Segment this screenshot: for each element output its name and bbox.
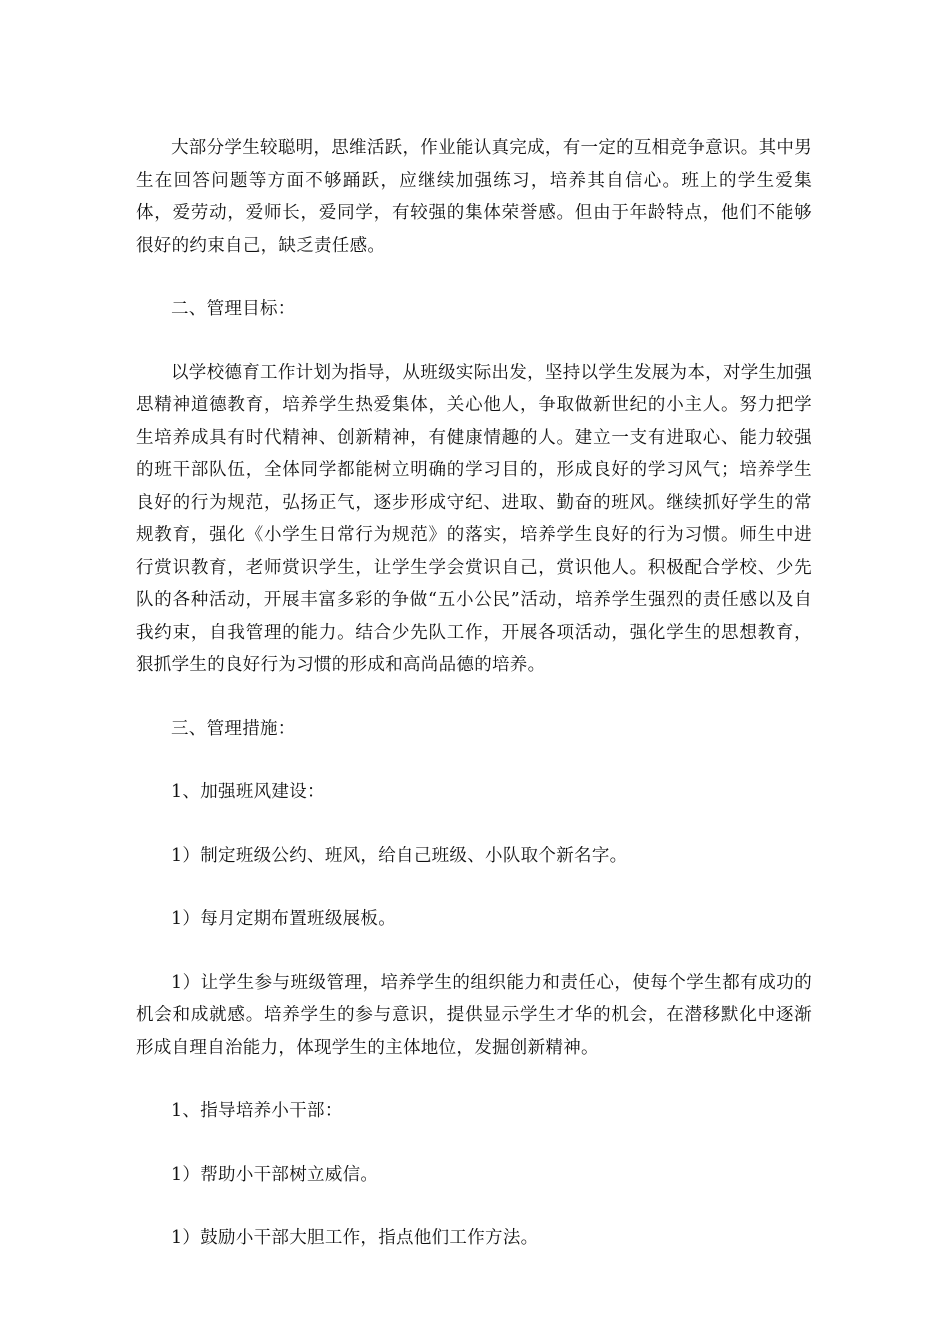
paragraph-management-goals: 以学校德育工作计划为指导，从班级实际出发，坚持以学生发展为本，对学生加强思精神道德教育，培养学生热爱集体，关心他人，争取做新世纪的小主人。努力把学生培养成具有时代精神、创新精神，有健康情趣的人。建立一支有进取心、能力较强的班干部队伍，全体同学都能树立明确的学习目的，形成良好的学习风气；培养学生良好的行为规范，弘扬正气，逐步形成守纪、进取、勤奋的班风。继续抓好学生的常规教育，强化《小学生日常行为规范》的落实，培养学生良好的行为习惯。师生中进行赏识教育，老师赏识学生，让学生学会赏识自己，赏识他人。积极配合学校、少先队的各种活动，开展丰富多彩的争做“五小公民”活动，培养学生强烈的责任感以及自我约束，自我管理的能力。结合少先队工作，开展各项活动，强化学生的思想教育，狠抓学生的良好行为习惯的形成和高尚品德的培养。 xyxy=(136,362,812,675)
heading-management-measures: 三、管理措施： xyxy=(171,718,296,739)
list-item-student-participation: 1）让学生参与班级管理，培养学生的组织能力和责任心，使每个学生都有成功的机会和成就感。培养学生的参与意识，提供显示学生才华的机会，在潜移默化中逐渐形成自理自治能力，体现学生的主体地位，发掘创新精神。 xyxy=(136,972,812,1058)
heading-management-goals: 二、管理目标： xyxy=(171,299,296,319)
subheading-student-leaders: 1、指导培养小干部： xyxy=(171,1101,343,1121)
list-item-class-rules: 1）制定班级公约、班风，给自己班级、小队取个新名字。 xyxy=(171,845,628,866)
subheading-class-style: 1、加强班风建设： xyxy=(171,782,325,802)
paragraph-student-overview: 大部分学生较聪明，思维活跃，作业能认真完成，有一定的互相竞争意识。其中男生在回答问题等方面不够踊跃，应继续加强练习，培养其自信心。班上的学生爱集体，爱劳动，爱师长，爱同学，有较强的集体荣誉感。但由于年龄特点，他们不能够很好的约束自己，缺乏责任感。 xyxy=(136,138,812,256)
list-item-display-board: 1）每月定期布置班级展板。 xyxy=(171,909,397,929)
document-body xyxy=(136,132,812,1286)
list-item-leader-prestige: 1）帮助小干部树立威信。 xyxy=(171,1164,379,1185)
list-item-leader-encouragement: 1）鼓励小干部大胆工作，指点他们工作方法。 xyxy=(171,1228,539,1248)
